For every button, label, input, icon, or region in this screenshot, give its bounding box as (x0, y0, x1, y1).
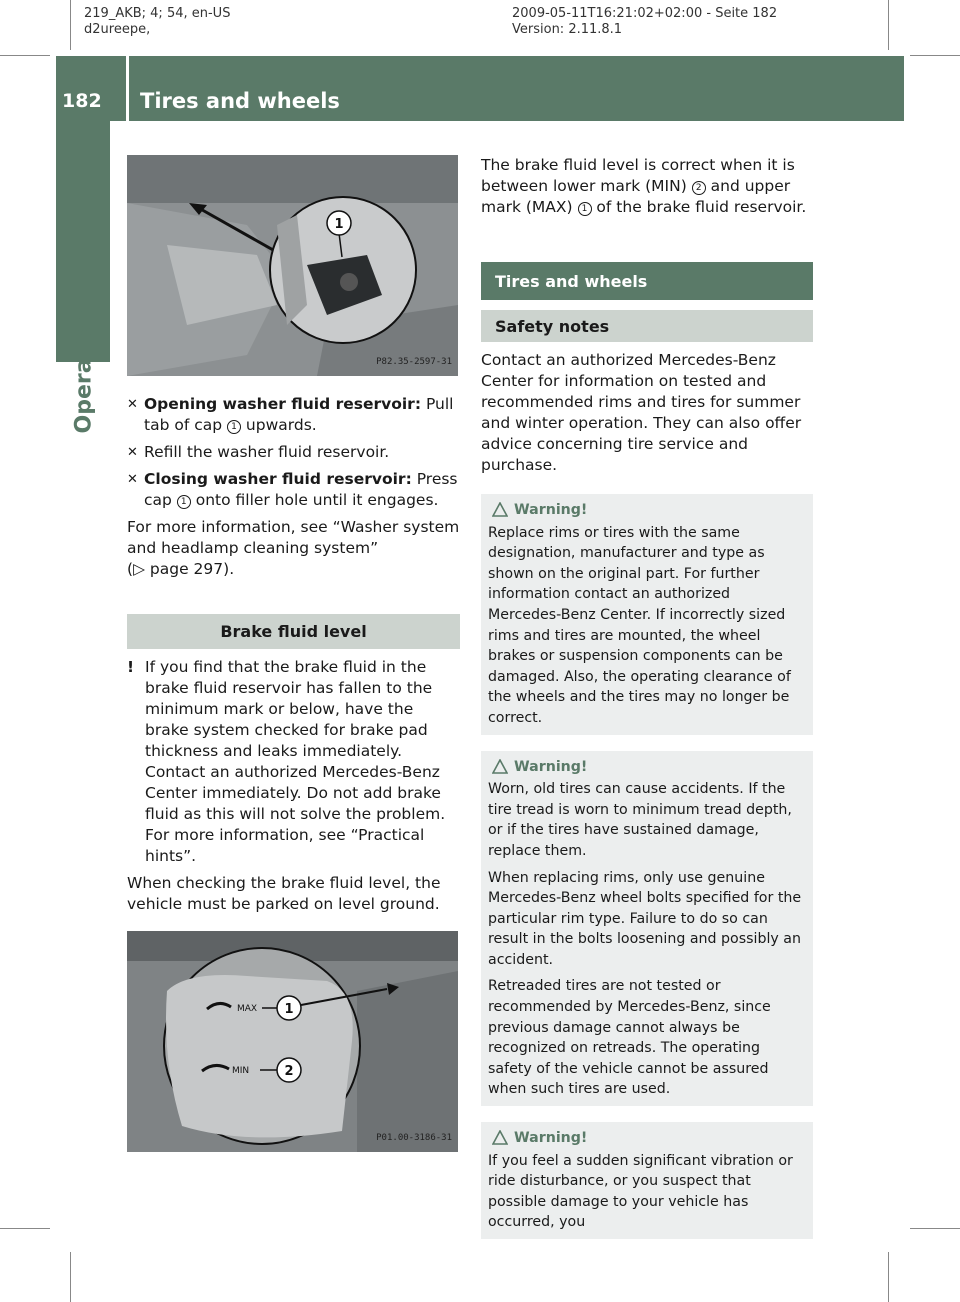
engine-bay-illustration (127, 155, 458, 376)
brake-reservoir-illustration (127, 931, 458, 1152)
warning-title-text: Warning! (514, 758, 588, 775)
warning2-p2: When replacing rims, only use genuine Mercedes-Benz wheel bolts specified for the particular rim type. Failure to do so can result in the bolts loosening and possibly an accident. (488, 869, 802, 968)
tires-wheels-heading: Tires and wheels (481, 262, 813, 300)
header-divider (126, 56, 129, 121)
meta-date-line: 2009-05-11T16:21:02+02:00 - Seite 182 (512, 6, 778, 21)
crop-mark (70, 1252, 71, 1302)
step-arrow-icon: ✕ (127, 445, 138, 460)
notice-icon: ! (127, 658, 135, 676)
left-column (127, 155, 460, 1152)
brake-fluid-heading: Brake fluid level (127, 614, 460, 649)
photo2-code: P01.00-3186-31 (376, 1133, 452, 1143)
warning-triangle-icon (492, 759, 508, 774)
brake-level-text (481, 155, 813, 218)
warning-title-text: Warning! (514, 1130, 588, 1147)
print-metadata-left (84, 6, 230, 38)
photo1-marker-1: 1 (334, 217, 344, 232)
brake-reservoir-photo (127, 931, 458, 1152)
crop-mark (70, 0, 71, 50)
safety-notes-heading: Safety notes (481, 310, 813, 342)
crop-mark (0, 1228, 50, 1229)
warning-triangle-icon (492, 502, 508, 517)
washer-more-info (127, 517, 460, 580)
meta-user-line: d2ureepe, (84, 22, 151, 37)
level-text-a: The brake fluid level is correct when it is between lower mark (MIN) (481, 156, 795, 195)
step1-label: Opening washer fluid reservoir: (144, 395, 422, 413)
warning3-text: If you feel a sudden significant vibration or ride disturbance, or you suspect that possible damage to your vehicle has occurred, you (488, 1152, 793, 1231)
tires-intro: Contact an authorized Mercedes-Benz Center for information on tested and recommended rims and tires for summer and winter operation. They can also offer advice concerning tire service and purchase. (481, 351, 802, 474)
step3-label: Closing washer fluid reservoir: (144, 470, 412, 488)
crop-mark (910, 1228, 960, 1229)
step-open-reservoir (127, 394, 460, 436)
page-ref-link[interactable]: (▷ page 297). (127, 560, 235, 578)
crop-mark (910, 55, 960, 56)
level-text-c: of the brake fluid reservoir. (591, 198, 807, 216)
step1-text-a: Pull tab of cap (144, 395, 454, 434)
page-ref-text: page 297). (149, 560, 235, 578)
step-close-reservoir (127, 469, 460, 511)
warning-triangle-icon (492, 1130, 508, 1145)
warning-box-3 (481, 1122, 813, 1239)
brake-checking-text: When checking the brake fluid level, the vehicle must be parked on level ground. (127, 874, 441, 913)
step2-text: Refill the washer fluid reservoir. (144, 443, 390, 461)
step1-text-b: upwards. (241, 416, 317, 434)
photo2-marker-1: 1 (284, 1002, 294, 1017)
warning-box-2 (481, 751, 813, 1107)
step-arrow-icon: ✕ (127, 397, 138, 412)
callout-2-icon: 2 (692, 181, 706, 195)
section-label-text: Operation (71, 309, 97, 434)
warning-title (488, 757, 807, 778)
min-mark-label: MIN (232, 1066, 250, 1076)
warning2-p3: Retreaded tires are not tested or recommended by Mercedes-Benz, since previous damage cannot always be recognized on retreads. The operating safety of the vehicle cannot be assured when such tires are used. (488, 978, 771, 1098)
warning1-text: Replace rims or tires with the same designation, manufacturer and type as shown on the original part. For further information contact an authorized Mercedes-Benz Center. If incorrectly sized rims and tires are mounted, the wheel brakes or suspension components can be damaged. Also, the operating clearance of the wheels and the tires may no longer be correct. (488, 524, 791, 726)
warning-box-1 (481, 494, 813, 735)
warning-title (488, 1128, 807, 1149)
page-title: Tires and wheels (140, 89, 340, 113)
brake-note-text: If you find that the brake fluid in the brake fluid reservoir has fallen to the minimum mark or below, have the brake system checked for brake pad thickness and leaks immediately. Contact an authorized Mercedes-Benz Center immediately. Do not add brake fluid as this will not solve the problem. For more information, see “Practical hints”. (145, 658, 446, 865)
meta-job-line: 219_AKB; 4; 54, en-US (84, 6, 231, 21)
step3-text-b: onto filler hole until it engages. (190, 491, 439, 509)
step3-text-a: Press cap (144, 470, 458, 509)
photo2-marker-2: 2 (284, 1064, 294, 1079)
meta-version-line: Version: 2.11.8.1 (512, 22, 623, 37)
brake-note (127, 657, 460, 867)
photo1-code: P82.35-2597-31 (376, 357, 452, 367)
step-refill-reservoir (127, 442, 460, 463)
max-mark-label: MAX (237, 1004, 258, 1014)
level-text-b: and upper mark (MAX) (481, 177, 791, 216)
crop-mark (888, 1252, 889, 1302)
page-ref-arrow-icon: ▷ (133, 560, 145, 578)
callout-1-icon: 1 (177, 495, 191, 509)
warning2-p1: Worn, old tires can cause accidents. If the tire tread is worn to minimum tread depth, or if the tires have sustained damage, replace them. (488, 781, 792, 859)
page-number: 182 (62, 90, 102, 112)
more-info-text: For more information, see “Washer system and headlamp cleaning system” (127, 518, 460, 557)
crop-mark (888, 0, 889, 50)
callout-1-icon: 1 (227, 420, 241, 434)
right-column (481, 155, 813, 1239)
crop-mark (0, 55, 50, 56)
step-arrow-icon: ✕ (127, 472, 138, 487)
warning-title-text: Warning! (514, 502, 588, 518)
print-metadata-right (512, 6, 777, 38)
callout-1-icon: 1 (578, 202, 592, 216)
washer-reservoir-photo (127, 155, 458, 376)
warning-title (488, 500, 807, 521)
